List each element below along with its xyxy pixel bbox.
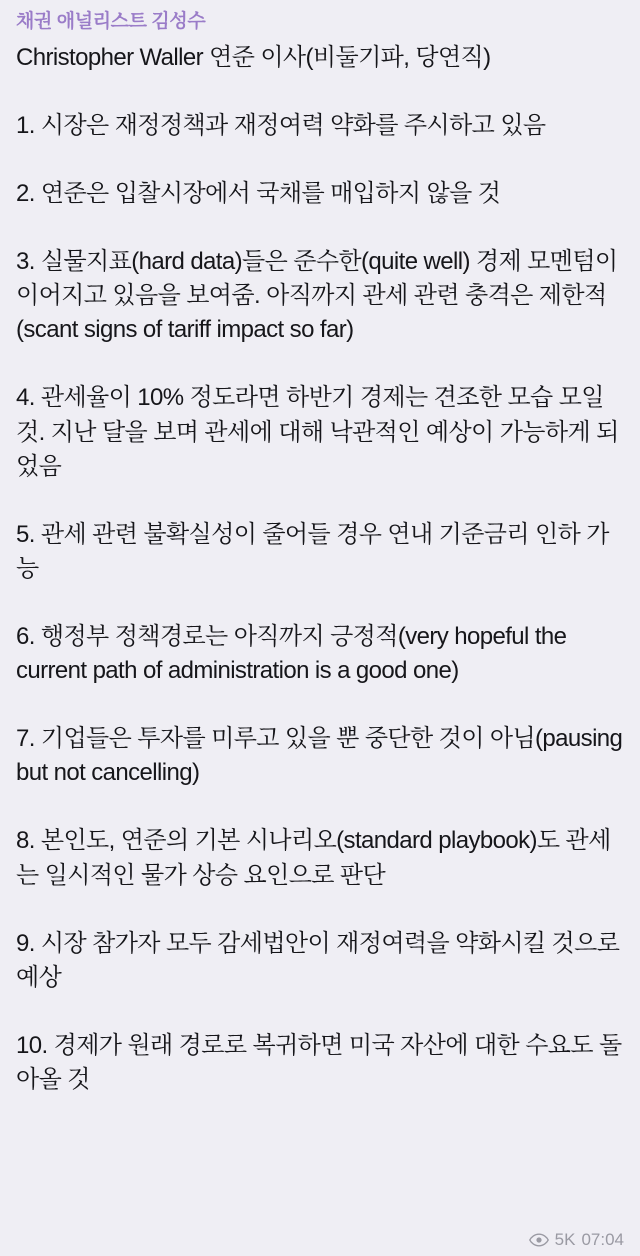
message-body-text: Christopher Waller 연준 이사(비둘기파, 당연직) 1. 시장은 재정정책과 재정여력 약화를 주시하고 있음 2. 연준은 입찰시장에서 국채를 매입하지 않을 것 3. 실물지표(hard data)들은 준수한(quite well) 경제 모멘텀이 이어지고 있음을 보여줌. 아직까지 관세 관련 충격은 제한적(scant signs of tariff impact so far) 4. 관세율이 10% 정도라면 하반기 경제는 견조한 모습 모일 것. 지난 달을 보며 관세에 대해 낙관적인 예상이 가능하게 되었음 5. 관세 관련 불확실성이 줄어들 경우 연내 기준금리 인하 가능 6. 행정부 정책경로는 아직까지 긍정적(very hopeful the current path of administration is a good one) 7. 기업들은 투자를 미루고 있을 뿐 중단한 것이 아님(pausing but not cancelling) 8. 본인도, 연준의 기본 시나리오(standard playbook)도 관세는 일시적인 물가 상승 요인으로 판단 9. 시장 참가자 모두 감세법안이 재정여력을 약화시킬 것으로 예상 10. 경제가 원래 경로로 복귀하면 미국 자산에 대한 수요도 돌아올 것 (16, 43, 623, 1094)
message-meta (529, 1230, 624, 1250)
channel-author-title: 채권 애널리스트 김성수 (16, 11, 206, 32)
message-timestamp: 07:04 (581, 1230, 624, 1249)
eye-icon (529, 1233, 549, 1247)
views-count: 5K (554, 1230, 576, 1249)
